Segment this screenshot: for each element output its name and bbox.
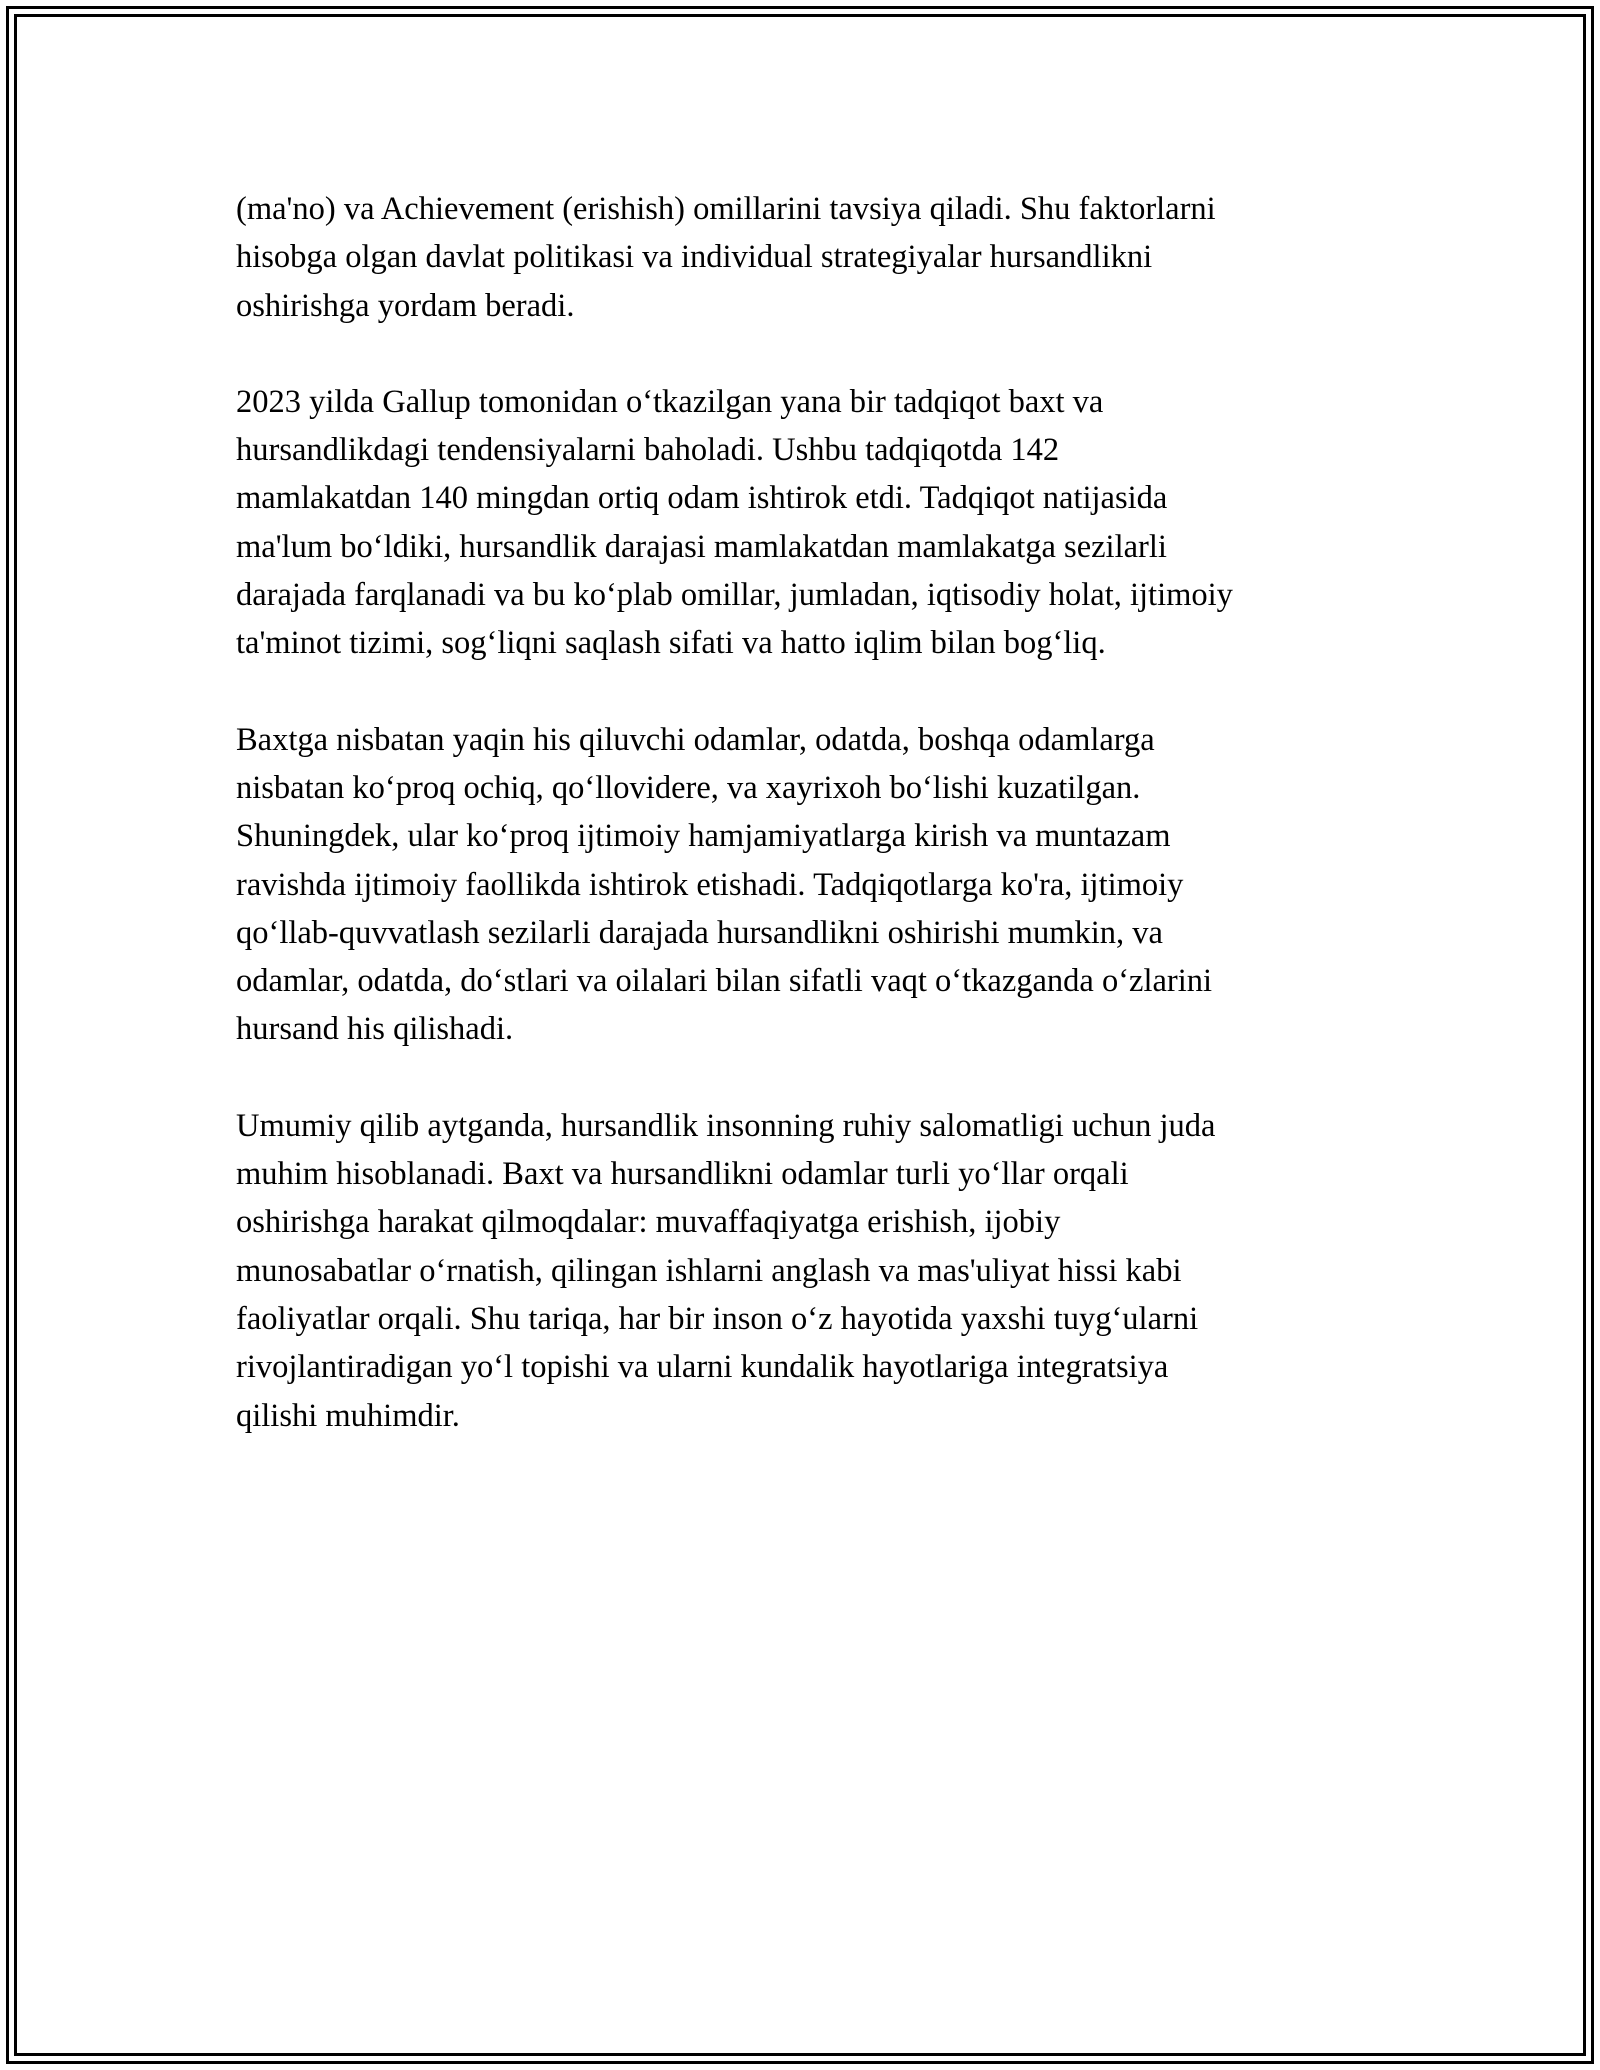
paragraph-3 — [236, 716, 1376, 1054]
text-line: muhim hisoblanadi. Baxt va hursandlikni odamlar turli yo‘llar orqali — [236, 1156, 1129, 1193]
text-line: oshirishga harakat qilmoqdalar: muvaffaqiyatga erishish, ijobiy — [236, 1204, 1061, 1241]
text-line: ta'minot tizimi, sog‘liqni saqlash sifati va hatto iqlim bilan bog‘liq. — [236, 625, 1106, 662]
paragraph-4 — [236, 1102, 1376, 1440]
text-line: mamlakatdan 140 mingdan ortiq odam ishtirok etdi. Tadqiqot natijasida — [236, 480, 1168, 517]
text-line: Baxtga nisbatan yaqin his qiluvchi odamlar, odatda, boshqa odamlarga — [236, 721, 1155, 758]
paragraph-1 — [236, 185, 1376, 330]
text-line: hursand his qilishadi. — [236, 1011, 514, 1048]
text-line: Umumiy qilib aytganda, hursandlik insonning ruhiy salomatligi uchun juda — [236, 1107, 1216, 1144]
text-line: Shuningdek, ular ko‘proq ijtimoiy hamjamiyatlarga kirish va muntazam — [236, 818, 1171, 855]
text-line: qo‘llab-quvvatlash sezilarli darajada hursandlikni oshirishi mumkin, va — [236, 914, 1163, 951]
text-line: qilishi muhimdir. — [236, 1397, 460, 1434]
text-line: faoliyatlar orqali. Shu tariqa, har bir inson o‘z hayotida yaxshi tuyg‘ularni — [236, 1300, 1199, 1337]
text-line: ma'lum bo‘ldiki, hursandlik darajasi mamlakatdan mamlakatga sezilarli — [236, 528, 1167, 565]
text-line: darajada farqlanadi va bu ko‘plab omillar, jumladan, iqtisodiy holat, ijtimoiy — [236, 577, 1233, 614]
text-line: nisbatan ko‘proq ochiq, qo‘llovidere, va xayrixoh bo‘lishi kuzatilgan. — [236, 769, 1141, 806]
text-line: hisobga olgan davlat politikasi va individual strategiyalar hursandlikni — [236, 239, 1153, 276]
paragraph-2 — [236, 378, 1376, 668]
text-line: hursandlikdagi tendensiyalarni baholadi. Ushbu tadqiqotda 142 — [236, 432, 1060, 469]
text-line: odamlar, odatda, do‘stlari va oilalari bilan sifatli vaqt o‘tkazganda o‘zlarini — [236, 963, 1213, 1000]
document-body — [236, 185, 1376, 1488]
text-line: (ma'no) va Achievement (erishish) omillarini tavsiya qiladi. Shu faktorlarni — [236, 191, 1216, 227]
text-line: 2023 yilda Gallup tomonidan o‘tkazilgan yana bir tadqiqot baxt va — [236, 383, 1104, 420]
text-line: ravishda ijtimoiy faollikda ishtirok etishadi. Tadqiqotlarga ko'ra, ijtimoiy — [236, 866, 1184, 903]
text-line: oshirishga yordam beradi. — [236, 287, 575, 324]
text-line: munosabatlar o‘rnatish, qilingan ishlarni anglash va mas'uliyat hissi kabi — [236, 1252, 1182, 1289]
text-line: rivojlantiradigan yo‘l topishi va ularni kundalik hayotlariga integratsiya — [236, 1349, 1169, 1386]
